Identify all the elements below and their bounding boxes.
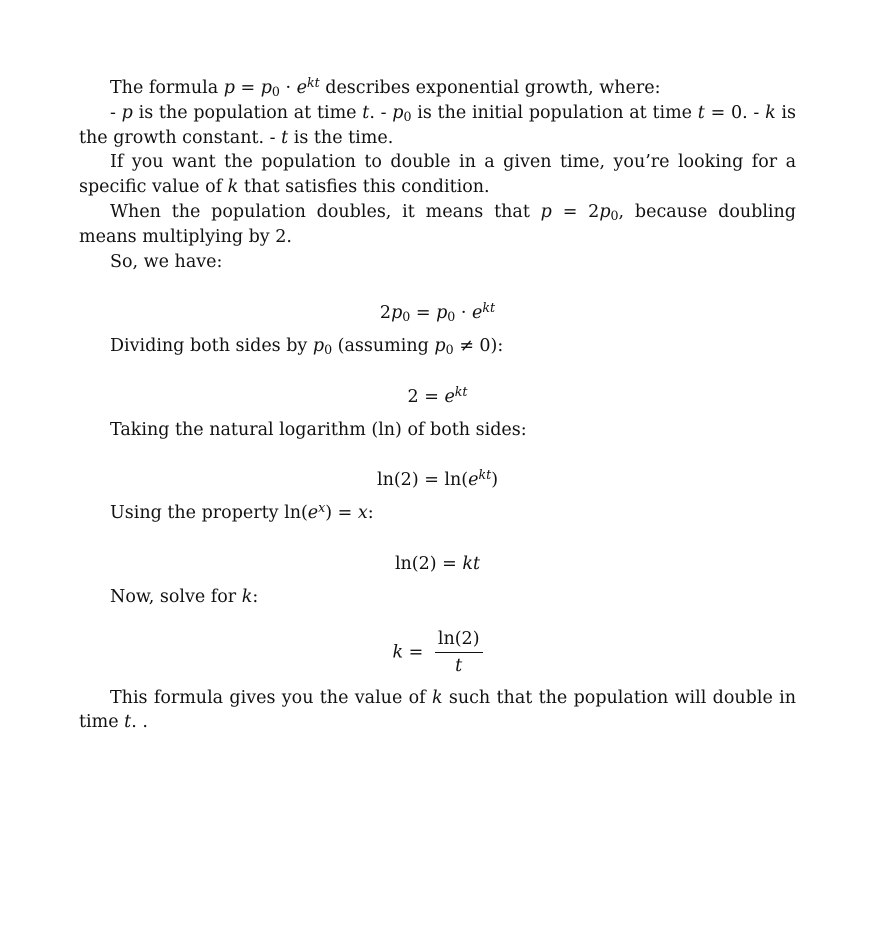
text: , because doubling means multiplying by 2. [79, 201, 797, 247]
math-var: e [472, 303, 483, 324]
math-exponent: x [318, 499, 326, 515]
math-var: p [599, 201, 611, 222]
paragraph-doubles [79, 200, 796, 250]
math-var: t [697, 102, 705, 123]
text: The formula [110, 78, 224, 98]
math-var: e [468, 469, 479, 490]
math-var: p [391, 303, 403, 324]
math-subscript: 0 [324, 342, 333, 358]
text: : [367, 502, 374, 523]
text: This formula gives you the value of [110, 687, 432, 708]
math-op: ) [491, 469, 499, 490]
text: . - [369, 102, 393, 123]
math-var: e [444, 387, 455, 408]
paragraph-divide [79, 334, 796, 359]
text: ≠ 0): [453, 336, 504, 357]
paragraph-final [79, 686, 796, 736]
equation-1 [79, 300, 796, 326]
equation-2 [79, 384, 796, 410]
equation-3 [79, 467, 796, 493]
math-subscript: 0 [403, 108, 412, 124]
math-exponent: kt [454, 384, 468, 400]
fraction [435, 628, 483, 678]
math-exponent: kt [478, 466, 492, 482]
math-text: 2 = [407, 387, 445, 408]
math-subscript: 0 [402, 309, 411, 325]
math-var: t [281, 127, 289, 148]
math-var: t [362, 102, 370, 123]
math-number: 2 [379, 303, 392, 324]
math-op: · [455, 303, 472, 324]
math-var: p [223, 78, 235, 98]
math-op: = [403, 642, 429, 663]
fraction-numerator: ln(2) [437, 628, 480, 649]
math-subscript: 0 [447, 309, 456, 325]
text: = [234, 78, 261, 98]
math-var: t [473, 553, 481, 574]
paragraph-solve [79, 585, 796, 610]
equation-4 [79, 551, 796, 577]
math-var: k [462, 553, 473, 574]
math-var: p [540, 201, 552, 222]
math-text: ln(2) = [394, 553, 463, 574]
math-var: p [392, 102, 404, 123]
math-var: t [124, 712, 132, 733]
text: describes exponential growth, where: [319, 78, 661, 98]
text: Taking the natural logarithm (ln) of both sides: [110, 420, 527, 441]
text: is the time. [288, 127, 394, 148]
math-var: k [392, 642, 404, 663]
math-var: p [260, 78, 272, 98]
math-var: k [241, 586, 253, 607]
math-op: = [410, 303, 437, 324]
text: Dividing both sides by [110, 336, 313, 357]
text: When the population doubles, it means that [110, 201, 541, 222]
math-var: p [436, 303, 448, 324]
text: is the growth constant. - [79, 102, 797, 148]
paragraph-double [79, 150, 796, 200]
text: . . [131, 712, 148, 733]
equation-5 [79, 628, 796, 678]
math-text: ln(2) = ln( [376, 469, 469, 490]
math-subscript: 0 [610, 207, 619, 223]
math-var: e [307, 502, 319, 523]
text: is the population at time [132, 102, 363, 123]
math-var: k [227, 177, 239, 198]
paragraph-log [79, 418, 796, 443]
paragraph-property [79, 501, 796, 526]
paragraph-definitions [79, 101, 796, 151]
math-subscript: 0 [271, 83, 280, 99]
fraction-denominator: t [455, 655, 463, 676]
paragraph-intro [79, 76, 796, 101]
paragraph-so [79, 250, 796, 275]
text: such that the population will double in time [79, 687, 797, 733]
text: Using the property ln( [110, 502, 308, 523]
text: - [110, 102, 122, 123]
document-page [79, 76, 796, 735]
math-exponent: kt [306, 74, 320, 90]
math-subscript: 0 [445, 342, 454, 358]
math-var: k [765, 102, 776, 123]
text: = 0. - [704, 102, 766, 123]
text: (assuming [332, 336, 435, 357]
math-var: p [312, 336, 325, 357]
math-var: e [296, 78, 307, 98]
text: So, we have: [110, 251, 223, 272]
text: If you want the population to double in a given time, you’re looking for a specific value of [79, 152, 796, 198]
text: Now, solve for [110, 586, 242, 607]
text: ) = [325, 502, 358, 523]
text: is the initial population at time [411, 102, 698, 123]
text: · [279, 78, 297, 98]
math-exponent: kt [482, 300, 496, 316]
math-var: p [121, 102, 133, 123]
text: = 2 [551, 201, 600, 222]
math-var: k [431, 687, 443, 708]
math-var: p [434, 336, 446, 357]
text: : [252, 586, 259, 607]
math-var: x [357, 502, 368, 523]
text: that satisfies this condition. [238, 177, 490, 198]
